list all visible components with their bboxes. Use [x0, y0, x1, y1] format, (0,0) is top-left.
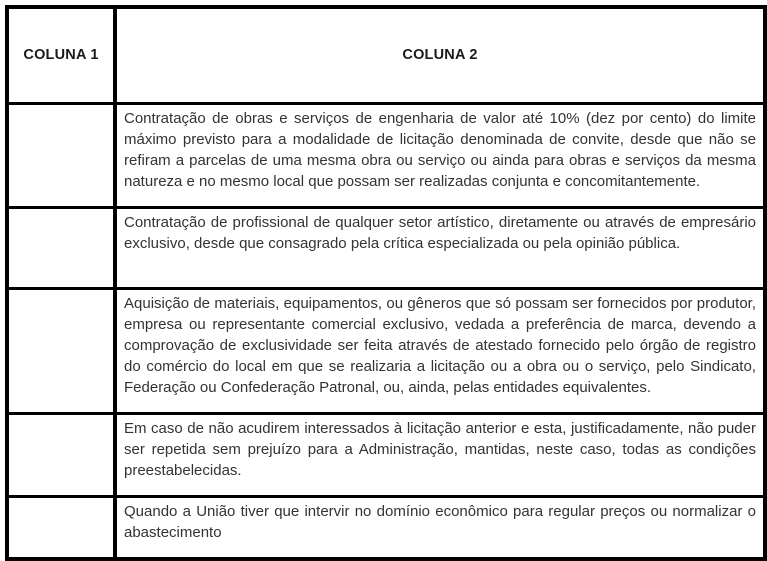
header-row	[7, 7, 765, 103]
cell-coluna2-row5: Quando a União tiver que intervir no domínio econômico para regular preços ou normalizar o abastecimento	[115, 496, 765, 559]
table-row	[7, 496, 765, 559]
cell-coluna1-row1	[7, 103, 115, 207]
header-cell-coluna-2: COLUNA 2	[115, 7, 765, 103]
table-row	[7, 103, 765, 207]
cell-coluna1-row2	[7, 207, 115, 288]
table-row	[7, 413, 765, 496]
header-cell-coluna-1: COLUNA 1	[7, 7, 115, 103]
document-table	[5, 5, 767, 561]
cell-coluna2-row1: Contratação de obras e serviços de engenharia de valor até 10% (dez por cento) do limite máximo previsto para a modalidade de licitação denominada de convite, desde que não se refiram a parcelas de uma mesma obra ou serviço ou ainda para obras e serviços da mesma natureza e no mesmo local que possam ser realizadas conjunta e concomitantemente.	[115, 103, 765, 207]
table-header	[7, 7, 765, 103]
cell-coluna1-row4	[7, 413, 115, 496]
table-row	[7, 288, 765, 413]
table-body	[7, 103, 765, 559]
table-row	[7, 207, 765, 288]
cell-coluna2-row2: Contratação de profissional de qualquer setor artístico, diretamente ou através de empresário exclusivo, desde que consagrado pela crítica especializada ou pela opinião pública.	[115, 207, 765, 288]
cell-coluna1-row5	[7, 496, 115, 559]
cell-coluna2-row4: Em caso de não acudirem interessados à licitação anterior e esta, justificadamente, não puder ser repetida sem prejuízo para a Administração, mantidas, neste caso, todas as condições preestabelecidas.	[115, 413, 765, 496]
cell-coluna2-row3: Aquisição de materiais, equipamentos, ou gêneros que só possam ser fornecidos por produtor, empresa ou representante comercial exclusivo, vedada a preferência de marca, devendo a comprovação de exclusividade ser feita através de atestado fornecido pelo órgão de registro do comércio do local em que se realizaria a licitação ou a obra ou o serviço, pelo Sindicato, Federação ou Confederação Patronal, ou, ainda, pelas entidades equivalentes.	[115, 288, 765, 413]
cell-coluna1-row3	[7, 288, 115, 413]
